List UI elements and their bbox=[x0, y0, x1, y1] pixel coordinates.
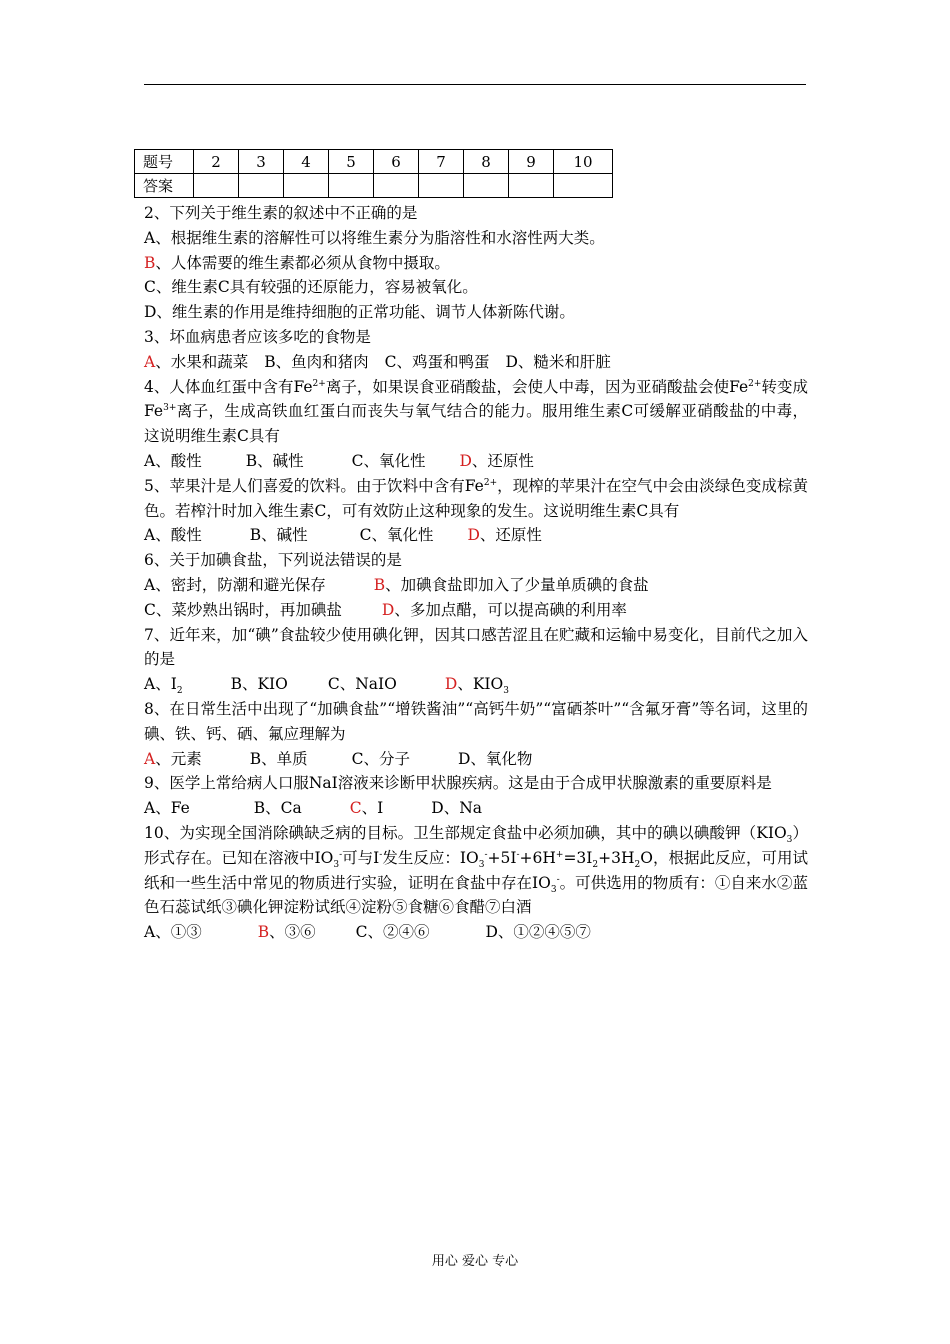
question-number: 5 bbox=[329, 150, 374, 174]
q3-option-c: C、鸡蛋和鸭蛋 bbox=[384, 352, 490, 371]
q8-option-c: C、分子 bbox=[351, 749, 410, 768]
q9-options: A、Fe B、Ca C、I D、Na bbox=[144, 799, 483, 818]
q9-stem: 9、医学上常给病人口服NaI溶液来诊断甲状腺疾病。这是由于合成甲状腺激素的重要原料是 bbox=[144, 774, 772, 793]
page-footer: 用心 爱心 专心 bbox=[431, 1254, 519, 1269]
q5-option-c: C、氧化性 bbox=[359, 526, 434, 545]
q4-option-c: C、氧化性 bbox=[351, 451, 426, 470]
q6-answer-letter-d: D bbox=[381, 600, 395, 619]
q6-options-ab: A、密封，防潮和避光保存 B、加碘食盐即加入了少量单质碘的食盐 bbox=[144, 575, 649, 594]
q5-option-a: A、酸性 bbox=[144, 526, 202, 545]
answer-cell[interactable] bbox=[419, 174, 464, 198]
q3-stem: 3、坏血病患者应该多吃的食物是 bbox=[144, 327, 371, 346]
q2-stem: 2、下列关于维生素的叙述中不正确的是 bbox=[144, 204, 418, 222]
answer-cell[interactable] bbox=[374, 174, 419, 198]
q8-option-b: B、单质 bbox=[249, 749, 308, 768]
q10-option-d: D、①②④⑤⑦ bbox=[485, 923, 591, 942]
answer-cell[interactable] bbox=[509, 174, 554, 198]
question-number: 4 bbox=[284, 150, 329, 174]
q5-answer-letter: D bbox=[467, 526, 480, 545]
q3-option-b: B、鱼肉和猪肉 bbox=[264, 352, 369, 371]
question-number: 6 bbox=[374, 150, 419, 174]
q8-option-d: D、氧化物 bbox=[457, 749, 533, 768]
q8-options: A、元素 B、单质 C、分子 D、氧化物 bbox=[144, 749, 533, 768]
q2-option-a: A、根据维生素的溶解性可以将维生素分为脂溶性和水溶性两大类。 bbox=[144, 228, 605, 247]
q4-options: A、酸性 B、碱性 C、氧化性 D、还原性 bbox=[144, 451, 534, 470]
q8-answer-letter: A bbox=[144, 749, 156, 768]
question-number: 9 bbox=[509, 150, 554, 174]
answer-cell[interactable] bbox=[284, 174, 329, 198]
q10-options: A、①③ B、③⑥ C、②④⑥ D、①②④⑤⑦ bbox=[144, 923, 591, 942]
q4-answer-letter: D bbox=[459, 451, 472, 470]
question-number: 10 bbox=[554, 150, 613, 174]
answer-cell[interactable] bbox=[464, 174, 509, 198]
question-number: 8 bbox=[464, 150, 509, 174]
q2-option-c: C、维生素C具有较强的还原能力，容易被氧化。 bbox=[144, 278, 478, 297]
q2-option-b: B、人体需要的维生素都必须从食物中摄取。 bbox=[144, 253, 450, 272]
answer-label: 答案 bbox=[135, 174, 194, 198]
q6-answer-letter: B bbox=[373, 575, 386, 594]
question-number: 3 bbox=[239, 150, 284, 174]
answer-cell[interactable] bbox=[194, 174, 239, 198]
question-number: 7 bbox=[419, 150, 464, 174]
header-rule bbox=[144, 84, 806, 85]
q9-option-a: A、Fe bbox=[144, 799, 190, 818]
q3-option-d: D、糙米和肝脏 bbox=[505, 352, 611, 371]
answer-cell[interactable] bbox=[239, 174, 284, 198]
q7-option-c: C、NaIO bbox=[327, 675, 397, 694]
q7-option-a: A、$I_2$ bbox=[144, 675, 183, 697]
q3-answer-letter: A bbox=[144, 352, 156, 371]
q9-option-b: B、Ca bbox=[253, 799, 302, 818]
q7-option-b: B、KIO bbox=[230, 675, 288, 694]
q3-options: A、水果和蔬菜 B、鱼肉和猪肉 C、鸡蛋和鸭蛋 D、糙米和肝脏 bbox=[144, 352, 611, 371]
q10-option-a: A、①③ bbox=[144, 923, 202, 942]
q9-answer-letter: C bbox=[349, 799, 362, 818]
q2-answer-letter: B bbox=[144, 253, 156, 272]
q9-option-d: D、Na bbox=[431, 799, 483, 818]
question-number-label: 题号 bbox=[135, 150, 194, 174]
q4-option-a: A、酸性 bbox=[144, 451, 202, 470]
answer-cell[interactable] bbox=[329, 174, 374, 198]
q5-options: A、酸性 B、碱性 C、氧化性 D、还原性 bbox=[144, 526, 542, 545]
answer-cell[interactable] bbox=[554, 174, 613, 198]
q7-stem: 7、近年来，加“碘”食盐较少使用碘化钾，因其口感苦涩且在贮藏和运输中易变化，目前代之加入的是 bbox=[144, 625, 808, 669]
question-list bbox=[144, 201, 808, 945]
answer-table-header-row bbox=[135, 150, 613, 174]
answer-table bbox=[134, 149, 613, 198]
q10-answer-letter: B bbox=[257, 923, 270, 942]
q10-option-c: C、②④⑥ bbox=[355, 923, 430, 942]
question-number: 2 bbox=[194, 150, 239, 174]
q6-option-c: C、菜炒熟出锅时，再加碘盐 bbox=[144, 600, 342, 619]
answer-table-answer-row bbox=[135, 174, 613, 198]
q2-option-d: D、维生素的作用是维持细胞的正常功能、调节人体新陈代谢。 bbox=[144, 303, 575, 322]
q10-stem: 10、为实现全国消除碘缺乏病的目标。卫生部规定食盐中必须加碘，其中的碘以碘酸钾$(KIO_3)$形式存在。已知在溶液中$IO_3^-$可与I-发生反应：$IO_3^-+5I^-+6H^+=3I_2+3H_2O$，根据此反应，可用试纸和一些生活中常见的物质进行实验，证明在食盐中存在$IO_3^-$。可供选用的物质有：①自来水②蓝色石蕊试纸③碘化钾淀粉试纸④淀粉⑤食糖⑥食醋⑦白酒 bbox=[144, 823, 808, 917]
q6-options-cd: C、菜炒熟出锅时，再加碘盐 D、多加点醋，可以提高碘的利用率 bbox=[144, 600, 627, 619]
q7-answer-letter: D bbox=[444, 675, 458, 694]
q5-stem: 5、苹果汁是人们喜爱的饮料。由于饮料中含有$Fe^{2+}$，现榨的苹果汁在空气中会由淡绿色变成棕黄色。若榨汁时加入维生素C，可有效防止这种现象的发生。这说明维生素C具有 bbox=[144, 476, 808, 520]
q6-stem: 6、关于加碘食盐，下列说法错误的是 bbox=[144, 551, 402, 570]
q8-stem: 8、在日常生活中出现了“加碘食盐”“增铁酱油”“高钙牛奶”“富硒茶叶”“含氟牙膏”等名词，这里的碘、铁、钙、硒、氟应理解为 bbox=[144, 699, 808, 743]
q4-stem: 4、人体血红蛋中含有$Fe^{2+}$离子，如果误食亚硝酸盐，会使人中毒，因为亚硝酸盐会使$Fe^{2+}$转变成$Fe^{3+}$离子，生成高铁血红蛋白而丧失与氧气结合的能力。服用维生素C可缓解亚硝酸盐的中毒，这说明维生素C具有 bbox=[144, 377, 808, 446]
q6-option-a: A、密封，防潮和避光保存 bbox=[144, 575, 326, 594]
q7-options: A、$I_2$ B、KIO C、NaIO D、$KIO_3$ bbox=[144, 675, 509, 697]
q4-option-b: B、碱性 bbox=[245, 451, 304, 470]
q5-option-b: B、碱性 bbox=[249, 526, 308, 545]
